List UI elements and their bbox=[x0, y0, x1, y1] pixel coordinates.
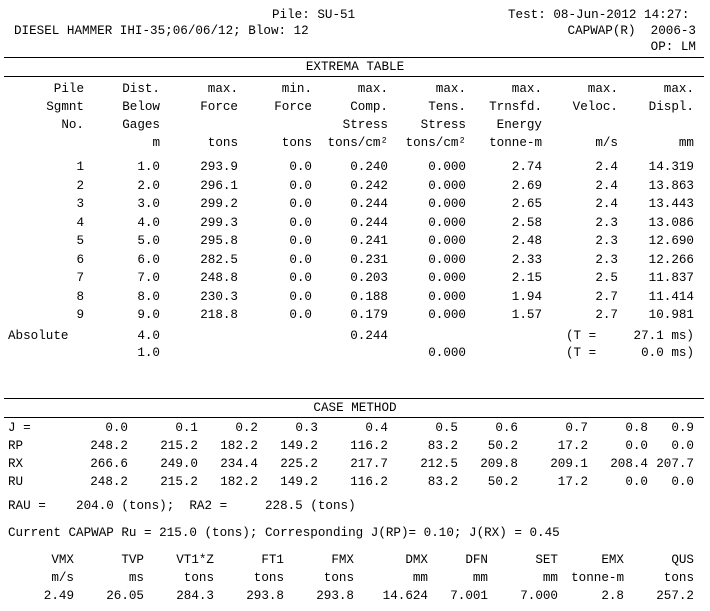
summary-unit: tons bbox=[183, 571, 214, 585]
extrema-cell: 295.8 bbox=[200, 234, 238, 248]
extrema-header-cell: m/s bbox=[595, 136, 618, 150]
extrema-cell: 248.8 bbox=[200, 271, 238, 285]
absolute-t-label-1: (T = bbox=[566, 329, 597, 343]
case-cell: 0.8 bbox=[625, 421, 648, 435]
case-cell: 217.7 bbox=[350, 457, 388, 471]
extrema-cell: 1.57 bbox=[511, 308, 542, 322]
extrema-cell: 4.0 bbox=[137, 215, 160, 230]
summary-header: DMX bbox=[405, 553, 428, 567]
absolute-t-value-1: 27.1 ms) bbox=[633, 329, 694, 343]
case-cell: 17.2 bbox=[557, 439, 588, 453]
extrema-cell: 2.74 bbox=[511, 160, 542, 174]
extrema-cell: 2.7 bbox=[595, 308, 618, 322]
extrema-cell: 0.0 bbox=[289, 289, 312, 304]
absolute-t-value-2: 0.0 ms) bbox=[641, 346, 694, 360]
extrema-cell: 2.4 bbox=[595, 178, 618, 193]
case-cell: 83.2 bbox=[427, 439, 458, 453]
capwap-version: CAPWAP(R) 2006-3 bbox=[567, 24, 696, 38]
summary-value: 2.8 bbox=[601, 589, 624, 603]
case-cell: 0.0 bbox=[625, 475, 648, 489]
summary-header: FT1 bbox=[261, 553, 284, 567]
extrema-cell: 9.0 bbox=[137, 308, 160, 322]
extrema-cell: 0.244 bbox=[350, 215, 388, 230]
extrema-cell: 0.240 bbox=[350, 160, 388, 174]
extrema-cell: 2.3 bbox=[595, 215, 618, 230]
summary-value: 7.001 bbox=[450, 589, 488, 603]
case-cell: 182.2 bbox=[220, 439, 258, 453]
summary-header: VMX bbox=[51, 553, 74, 567]
summary-header: EMX bbox=[601, 553, 624, 567]
case-cell: 0.0 bbox=[625, 439, 648, 453]
summary-header: FMX bbox=[331, 553, 354, 567]
extrema-cell: 5.0 bbox=[137, 234, 160, 248]
extrema-header-cell: Below bbox=[122, 100, 160, 114]
extrema-header-cell: Tens. bbox=[428, 100, 466, 114]
extrema-cell: 2.3 bbox=[595, 234, 618, 248]
case-cell: 225.2 bbox=[280, 457, 318, 471]
case-cell: 207.7 bbox=[656, 457, 694, 471]
extrema-cell: 0.0 bbox=[289, 308, 312, 322]
extrema-cell: 2.0 bbox=[137, 178, 160, 193]
extrema-cell: 2.33 bbox=[511, 252, 542, 267]
extrema-cell: 0.000 bbox=[428, 215, 466, 230]
extrema-cell: 0.000 bbox=[428, 271, 466, 285]
summary-header: QUS bbox=[671, 553, 694, 567]
summary-value: 14.624 bbox=[382, 589, 428, 603]
summary-value: 2.49 bbox=[43, 589, 74, 603]
summary-unit: m/s bbox=[51, 571, 74, 585]
extrema-header-cell: max. bbox=[511, 82, 542, 96]
extrema-cell: 9 bbox=[76, 308, 84, 322]
extrema-cell: 6.0 bbox=[137, 252, 160, 267]
extrema-header-cell: mm bbox=[678, 136, 694, 150]
case-cell: 209.1 bbox=[550, 457, 588, 471]
extrema-header-cell: Stress bbox=[420, 118, 466, 132]
extrema-cell: 1.0 bbox=[137, 160, 160, 174]
case-cell: 50.2 bbox=[487, 439, 518, 453]
case-cell: 248.2 bbox=[90, 439, 128, 453]
operator: OP: LM bbox=[650, 40, 696, 54]
divider bbox=[4, 398, 704, 399]
extrema-cell: 2 bbox=[76, 178, 84, 193]
hammer-info: DIESEL HAMMER IHI-35;06/06/12; Blow: 12 bbox=[14, 24, 309, 38]
extrema-cell: 12.266 bbox=[648, 252, 694, 267]
extrema-cell: 13.863 bbox=[648, 178, 694, 193]
extrema-cell: 6 bbox=[76, 252, 84, 267]
case-cell: 0.5 bbox=[435, 421, 458, 435]
case-cell: 17.2 bbox=[557, 475, 588, 489]
extrema-cell: 2.48 bbox=[511, 234, 542, 248]
extrema-cell: 0.000 bbox=[428, 234, 466, 248]
rau-line: RAU = 204.0 (tons); RA2 = 228.5 (tons) bbox=[8, 499, 356, 513]
case-cell: 0.3 bbox=[295, 421, 318, 435]
extrema-cell: 5 bbox=[76, 234, 84, 248]
extrema-cell: 7.0 bbox=[137, 271, 160, 285]
case-cell: 83.2 bbox=[427, 475, 458, 489]
extrema-cell: 0.000 bbox=[428, 197, 466, 211]
extrema-title: EXTREMA TABLE bbox=[305, 60, 405, 74]
extrema-cell: 11.414 bbox=[648, 289, 694, 304]
case-cell: 0.0 bbox=[671, 475, 694, 489]
extrema-header-cell: tons bbox=[281, 136, 312, 150]
extrema-header-cell: tons/cm² bbox=[405, 136, 466, 150]
summary-unit: tons bbox=[253, 571, 284, 585]
case-cell: 0.1 bbox=[175, 421, 198, 435]
case-cell: 266.6 bbox=[90, 457, 128, 471]
current-capwap-line: Current CAPWAP Ru = 215.0 (tons); Corresponding J(RP)= 0.10; J(RX) = 0.45 bbox=[8, 526, 560, 540]
pile-id: Pile: SU-51 bbox=[272, 8, 356, 22]
extrema-cell: 0.203 bbox=[350, 271, 388, 285]
extrema-header-cell: max. bbox=[357, 82, 388, 96]
extrema-cell: 0.0 bbox=[289, 271, 312, 285]
extrema-cell: 0.0 bbox=[289, 234, 312, 248]
extrema-cell: 0.0 bbox=[289, 160, 312, 174]
extrema-cell: 0.000 bbox=[428, 289, 466, 304]
extrema-cell: 2.69 bbox=[511, 178, 542, 193]
case-row-label: RP bbox=[8, 439, 24, 453]
summary-value: 284.3 bbox=[176, 589, 214, 603]
case-row-label: RX bbox=[8, 457, 24, 471]
case-row-label: RU bbox=[8, 475, 24, 489]
extrema-cell: 296.1 bbox=[200, 178, 238, 193]
extrema-cell: 11.837 bbox=[648, 271, 694, 285]
case-cell: 249.0 bbox=[160, 457, 198, 471]
extrema-header-cell: Energy bbox=[496, 118, 542, 132]
extrema-header-cell: max. bbox=[663, 82, 694, 96]
extrema-cell: 0.231 bbox=[350, 252, 388, 267]
extrema-cell: 2.58 bbox=[511, 215, 542, 230]
extrema-header-cell: Trnsfd. bbox=[489, 100, 542, 114]
case-title: CASE METHOD bbox=[313, 401, 397, 415]
extrema-header-cell: max. bbox=[207, 82, 238, 96]
summary-value: 26.05 bbox=[106, 589, 144, 603]
case-cell: 0.6 bbox=[495, 421, 518, 435]
absolute-label: Absolute bbox=[8, 329, 69, 343]
summary-header: TVP bbox=[121, 553, 144, 567]
extrema-cell: 2.3 bbox=[595, 252, 618, 267]
extrema-header-cell: tons bbox=[207, 136, 238, 150]
summary-unit: mm bbox=[472, 571, 488, 585]
case-cell: 209.8 bbox=[480, 457, 518, 471]
summary-value: 7.000 bbox=[520, 589, 558, 603]
summary-unit: ms bbox=[128, 571, 144, 585]
extrema-header-cell: max. bbox=[435, 82, 466, 96]
summary-value: 257.2 bbox=[656, 589, 694, 603]
extrema-header-cell: Pile bbox=[53, 82, 84, 96]
extrema-header-cell: m bbox=[152, 136, 160, 150]
extrema-cell: 13.086 bbox=[648, 215, 694, 230]
extrema-cell: 0.241 bbox=[350, 234, 388, 248]
extrema-cell: 2.65 bbox=[511, 197, 542, 211]
extrema-cell: 2.7 bbox=[595, 289, 618, 304]
extrema-header-cell: Force bbox=[274, 100, 312, 114]
extrema-header-cell: max. bbox=[587, 82, 618, 96]
case-cell: 215.2 bbox=[160, 439, 198, 453]
absolute-dist-1: 4.0 bbox=[137, 329, 160, 343]
extrema-cell: 0.0 bbox=[289, 215, 312, 230]
extrema-header-cell: min. bbox=[281, 82, 312, 96]
extrema-cell: 218.8 bbox=[200, 308, 238, 322]
summary-header: VT1*Z bbox=[176, 553, 214, 567]
extrema-header-cell: Force bbox=[200, 100, 238, 114]
extrema-cell: 7 bbox=[76, 271, 84, 285]
summary-unit: mm bbox=[412, 571, 428, 585]
case-cell: 0.4 bbox=[365, 421, 388, 435]
case-cell: 0.9 bbox=[671, 421, 694, 435]
extrema-cell: 0.242 bbox=[350, 178, 388, 193]
extrema-cell: 3.0 bbox=[137, 197, 160, 211]
summary-header: SET bbox=[535, 553, 558, 567]
case-cell: 0.0 bbox=[105, 421, 128, 435]
extrema-cell: 2.4 bbox=[595, 160, 618, 174]
extrema-header-cell: Dist. bbox=[122, 82, 160, 96]
case-cell: 248.2 bbox=[90, 475, 128, 489]
case-row-label: J = bbox=[8, 421, 31, 435]
extrema-cell: 0.000 bbox=[428, 178, 466, 193]
extrema-cell: 0.000 bbox=[428, 160, 466, 174]
absolute-dist-2: 1.0 bbox=[137, 346, 160, 360]
extrema-cell: 299.2 bbox=[200, 197, 238, 211]
extrema-cell: 13.443 bbox=[648, 197, 694, 211]
extrema-header-cell: Veloc. bbox=[572, 100, 618, 114]
case-cell: 208.4 bbox=[610, 457, 648, 471]
extrema-cell: 0.179 bbox=[350, 308, 388, 322]
summary-header: DFN bbox=[465, 553, 488, 567]
divider bbox=[4, 76, 704, 77]
extrema-cell: 0.188 bbox=[350, 289, 388, 304]
extrema-header-cell: Comp. bbox=[350, 100, 388, 114]
extrema-header-cell: Displ. bbox=[648, 100, 694, 114]
extrema-cell: 2.15 bbox=[511, 271, 542, 285]
extrema-header-cell: No. bbox=[61, 118, 84, 132]
extrema-cell: 4 bbox=[76, 215, 84, 230]
test-date: Test: 08-Jun-2012 14:27: bbox=[508, 8, 690, 22]
case-cell: 234.4 bbox=[220, 457, 258, 471]
case-cell: 182.2 bbox=[220, 475, 258, 489]
extrema-cell: 1.94 bbox=[511, 289, 542, 304]
extrema-cell: 8.0 bbox=[137, 289, 160, 304]
extrema-header-cell: tons/cm² bbox=[327, 136, 388, 150]
case-cell: 149.2 bbox=[280, 475, 318, 489]
extrema-cell: 282.5 bbox=[200, 252, 238, 267]
divider bbox=[4, 417, 704, 418]
extrema-cell: 0.0 bbox=[289, 252, 312, 267]
summary-unit: tonne-m bbox=[571, 571, 624, 585]
extrema-cell: 0.0 bbox=[289, 197, 312, 211]
absolute-comp: 0.244 bbox=[350, 329, 388, 343]
extrema-cell: 8 bbox=[76, 289, 84, 304]
absolute-t-label-2: (T = bbox=[566, 346, 597, 360]
case-cell: 50.2 bbox=[487, 475, 518, 489]
extrema-header-cell: Sgmnt bbox=[46, 100, 84, 114]
extrema-cell: 0.000 bbox=[428, 308, 466, 322]
summary-value: 293.8 bbox=[316, 589, 354, 603]
summary-unit: tons bbox=[323, 571, 354, 585]
extrema-cell: 0.244 bbox=[350, 197, 388, 211]
case-cell: 116.2 bbox=[350, 439, 388, 453]
summary-unit: tons bbox=[663, 571, 694, 585]
extrema-cell: 230.3 bbox=[200, 289, 238, 304]
extrema-cell: 2.5 bbox=[595, 271, 618, 285]
extrema-cell: 0.0 bbox=[289, 178, 312, 193]
absolute-tens: 0.000 bbox=[428, 346, 466, 360]
extrema-cell: 10.981 bbox=[648, 308, 694, 322]
summary-unit: mm bbox=[542, 571, 558, 585]
extrema-header-cell: Gages bbox=[122, 118, 160, 132]
case-cell: 212.5 bbox=[420, 457, 458, 471]
extrema-header-cell: tonne-m bbox=[489, 136, 542, 150]
extrema-cell: 12.690 bbox=[648, 234, 694, 248]
extrema-cell: 1 bbox=[76, 160, 84, 174]
case-cell: 0.2 bbox=[235, 421, 258, 435]
summary-value: 293.8 bbox=[246, 589, 284, 603]
extrema-cell: 299.3 bbox=[200, 215, 238, 230]
extrema-cell: 2.4 bbox=[595, 197, 618, 211]
extrema-cell: 3 bbox=[76, 197, 84, 211]
case-cell: 0.7 bbox=[565, 421, 588, 435]
case-cell: 116.2 bbox=[350, 475, 388, 489]
divider bbox=[4, 57, 704, 58]
case-cell: 0.0 bbox=[671, 439, 694, 453]
extrema-cell: 0.000 bbox=[428, 252, 466, 267]
extrema-cell: 14.319 bbox=[648, 160, 694, 174]
extrema-header-cell: Stress bbox=[342, 118, 388, 132]
case-cell: 149.2 bbox=[280, 439, 318, 453]
extrema-cell: 293.9 bbox=[200, 160, 238, 174]
case-cell: 215.2 bbox=[160, 475, 198, 489]
